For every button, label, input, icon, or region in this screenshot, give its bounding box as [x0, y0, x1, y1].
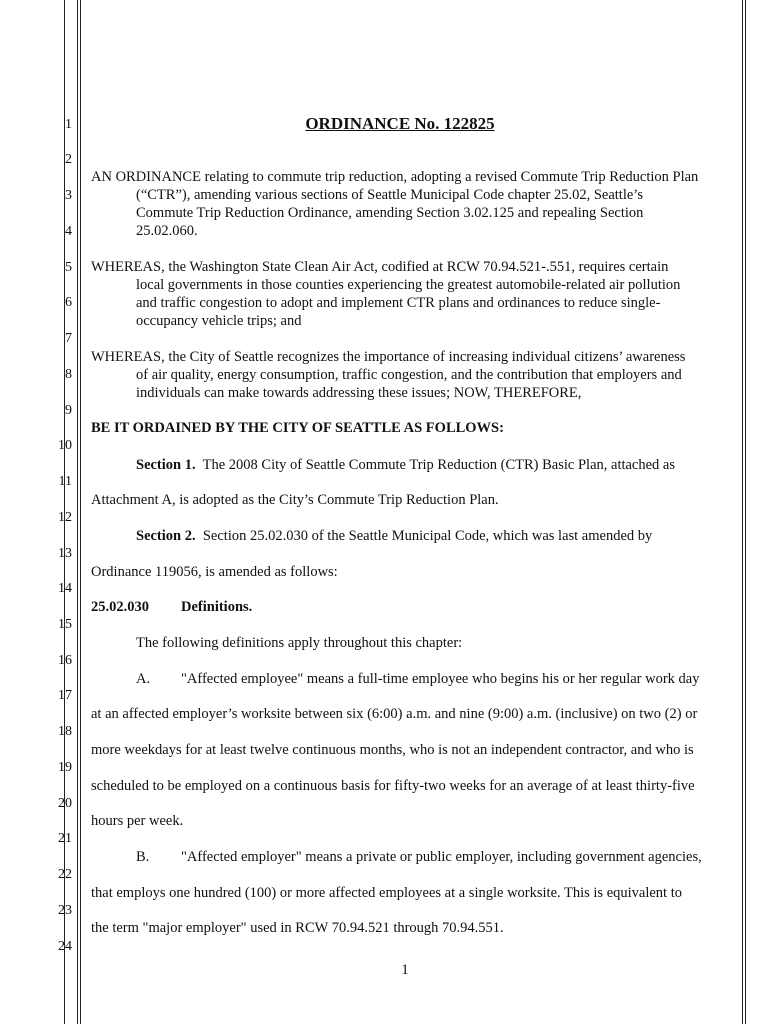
right-margin-rule	[742, 0, 743, 1024]
section-1-text: The 2008 City of Seattle Commute Trip Reduction (CTR) Basic Plan, attached as	[202, 457, 676, 473]
line-number: 24	[58, 939, 72, 954]
section-1-line-1	[136, 456, 675, 474]
def-a-line: "Affected employee" means a full-time employee who begins his or her regular work day	[181, 671, 700, 687]
line-number: 17	[58, 688, 72, 703]
line-number: 12	[58, 510, 72, 525]
right-margin-rule-2	[745, 0, 746, 1024]
whereas-line: WHEREAS, the Washington State Clean Air Act, codified at RCW 70.94.521-.551, requires certain	[91, 259, 669, 275]
def-a-letter: A.	[136, 671, 151, 687]
line-number: 20	[58, 796, 72, 811]
line-number: 15	[58, 617, 72, 632]
page-number: 1	[401, 962, 409, 978]
def-a-line: hours per week.	[91, 813, 184, 829]
enacting-clause: BE IT ORDAINED BY THE CITY OF SEATTLE AS FOLLOWS:	[91, 420, 504, 436]
line-number: 18	[58, 724, 72, 739]
section-1-label: Section 1.	[136, 457, 196, 473]
def-a-line: at an affected employer’s worksite between six (6:00) a.m. and nine (9:00) a.m. (inclusive) on two (2) or	[91, 706, 698, 722]
line-number: 5	[65, 260, 72, 275]
line-number: 7	[65, 331, 72, 346]
whereas-line: occupancy vehicle trips; and	[136, 313, 302, 329]
definitions-title: Definitions.	[181, 599, 253, 615]
line-number: 2	[65, 152, 72, 167]
line-number: 11	[58, 474, 72, 489]
line-number: 22	[58, 867, 72, 882]
section-2-line-2: Ordinance 119056, is amended as follows:	[91, 564, 338, 580]
line-number: 1	[65, 117, 72, 132]
definitions-number: 25.02.030	[91, 599, 149, 615]
whereas-line: WHEREAS, the City of Seattle recognizes the importance of increasing individual citizens’ awareness	[91, 349, 686, 365]
line-number: 13	[58, 546, 72, 561]
intro-line: AN ORDINANCE relating to commute trip reduction, adopting a revised Commute Trip Reduction Plan	[91, 169, 699, 185]
line-number: 3	[65, 188, 72, 203]
def-b-line: the term "major employer" used in RCW 70.94.521 through 70.94.551.	[91, 920, 504, 936]
line-number: 19	[58, 760, 72, 775]
intro-line: Commute Trip Reduction Ordinance, amending Section 3.02.125 and repealing Section	[136, 205, 644, 221]
section-1-line-2: Attachment A, is adopted as the City’s Commute Trip Reduction Plan.	[91, 492, 499, 508]
def-a-line: more weekdays for at least twelve continuous months, who is not an independent contractor, and who is	[91, 742, 694, 758]
left-margin-rule-inner-2	[80, 0, 81, 1024]
whereas-line: local governments in those counties experiencing the greatest automobile-related air pollution	[136, 277, 681, 293]
def-b-letter: B.	[136, 849, 150, 865]
def-b-line: "Affected employer" means a private or public employer, including government agencies,	[181, 849, 702, 865]
section-2-label: Section 2.	[136, 528, 196, 544]
line-number: 6	[65, 295, 72, 310]
page-title: ORDINANCE No. 122825	[305, 114, 495, 133]
whereas-line: individuals can make towards addressing these issues; NOW, THEREFORE,	[136, 385, 582, 401]
line-number: 21	[58, 831, 72, 846]
def-a-line: scheduled to be employed on a continuous basis for fifty-two weeks for an average of at least thirty-five	[91, 778, 695, 794]
line-number: 23	[58, 903, 72, 918]
intro-line: (“CTR”), amending various sections of Seattle Municipal Code chapter 25.02, Seattle’s	[136, 187, 643, 203]
def-b-line: that employs one hundred (100) or more affected employees at a single worksite. This is equivalent to	[91, 885, 682, 901]
line-number: 16	[58, 653, 72, 668]
whereas-line: and traffic congestion to adopt and implement CTR plans and ordinances to reduce single-	[136, 295, 661, 311]
section-2-line-1	[136, 527, 652, 545]
definitions-intro: The following definitions apply throughout this chapter:	[136, 635, 463, 651]
line-number: 14	[58, 581, 72, 596]
intro-line: 25.02.060.	[136, 223, 198, 239]
line-number: 10	[58, 438, 72, 453]
section-2-text: Section 25.02.030 of the Seattle Municipal Code, which was last amended by	[202, 528, 653, 544]
whereas-line: of air quality, energy consumption, traffic congestion, and the contribution that employers and	[136, 367, 682, 383]
line-number: 9	[65, 403, 72, 418]
left-margin-rule-inner	[77, 0, 78, 1024]
line-number: 4	[65, 224, 72, 239]
line-number: 8	[65, 367, 72, 382]
